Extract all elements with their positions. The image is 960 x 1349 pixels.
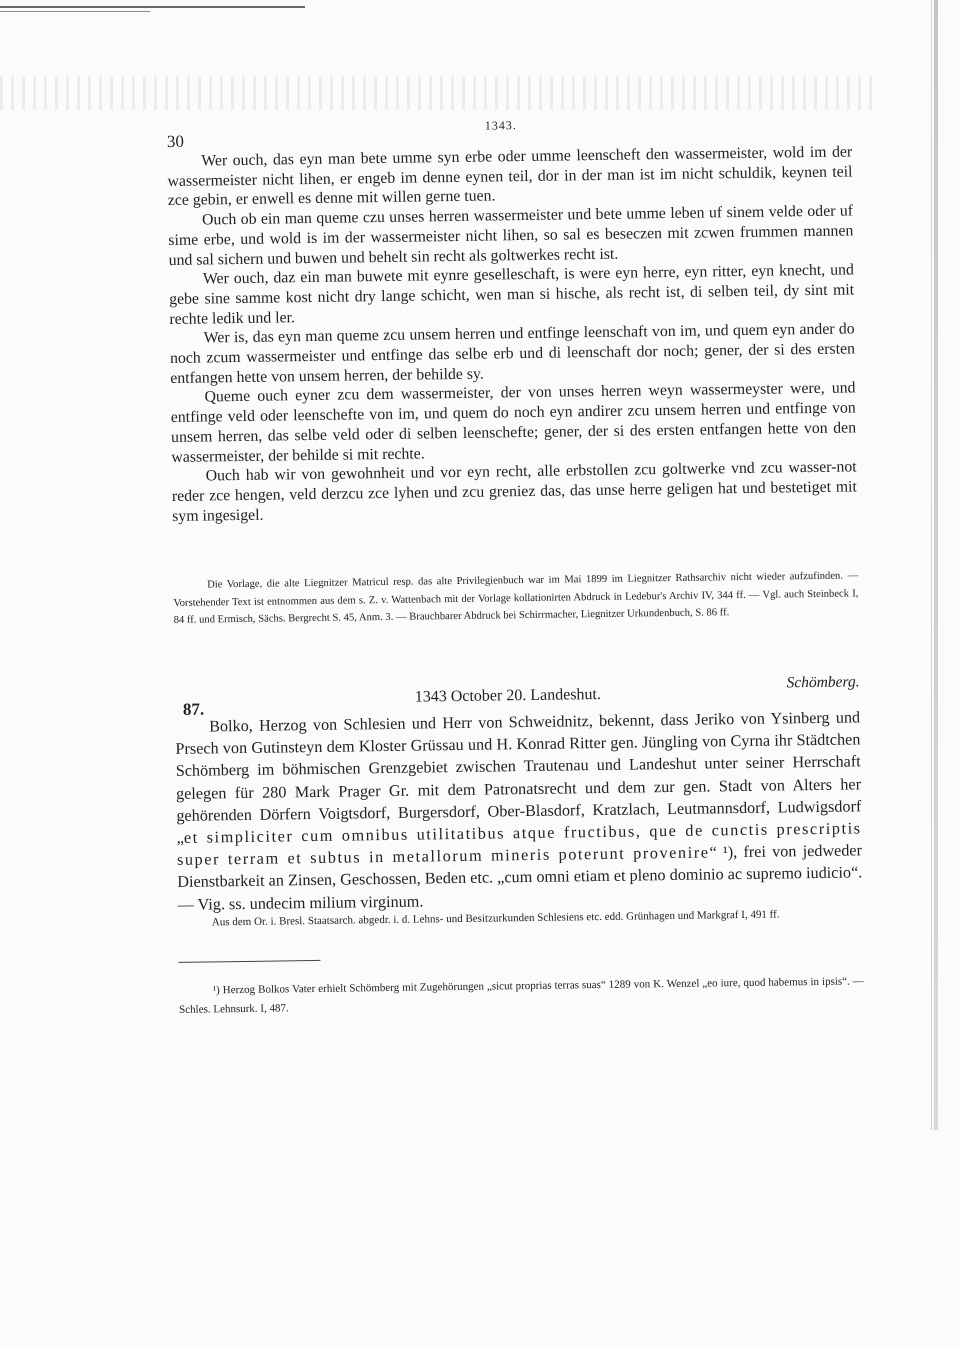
running-head: 1343. [484, 118, 517, 133]
paragraph: Ouch ob ein man queme czu unses herren wassermeister und bete umme leben uf sinem velde oder uf sime erbe, und wold is im der wassermeister nicht lihen, so sal es beseczen mit zcwen frummen mannen und sal sichern und buwen und behelt sin recht als goltwerkes recht ist. [168, 202, 854, 269]
scan-edge-shadow [934, 0, 938, 1130]
note: Die Vorlage, die alte Liegnitzer Matricul resp. das alte Privilegienbuch war im Mai 1899 im Liegnitzer Rathsarchiv nicht wieder aufzufinden. — Vorstehender Text ist entnommen aus dem s. Z. v. Wattenbach mit der Vorlage kollationirten Abdruck in Ledebur's Archiv IV, 344 ff. — Vgl. auch Steinbeck I, 84 ff. und Ermisch, Sächs. Bergrecht S. 45, Anm. 3. — Brauchbarer Abdruck bei Schirrmacher, Liegnitzer Urkundenbuch, S. 86 ff. [173, 570, 859, 627]
paragraph: Wer is, das eyn man queme zcu unsem herren und entfinge leenschaft von im, und quem eyn ander do noch zcum wassermeister und entfinge das selbe erb und di leenschaft dor noch; gener, der si des ersten entfangen hette von unsem herren, der behilde sy. [169, 320, 856, 387]
source-note: Aus dem Or. i. Bresl. Staatsarch. abgedr. i. d. Lehns- und Besitzurkunden Schlesiens etc. edd. Grünhagen und Markgraf I, 491 ff. [211, 908, 780, 929]
document-number: 87. [182, 699, 205, 719]
regest-text-a: Bolko, Herzog von Schlesien und Herr von Schweidnitz, bekennt, dass Jeriko von Ysinberg und Prsech von Gutinsteyn dem Kloster Grüssau und H. Konrad Ritter gen. Jüngling von Cyrna ihr Städtchen Schömberg im böhmischen Grenzgebiet zwischen Trautenau und Landeshut unter seiner Herrschaft gelegen für 280 Mark Prager Gr. mit dem Patronatsrecht und dem zur gen. Stadt von Alters her gehörenden Dörfern Voigtsdorf, Burgersdorf, Ober-Blasdorf, Kratzlach, Leutmannsdorf, Ludwigsdorf „ [175, 708, 862, 847]
paragraph: Wer ouch, das eyn man bete umme syn erbe oder umme leenscheft den wassermeister, wold im der wassermeister nicht lihen, er engeb im denne eynen teil, dor in der man ist im nicht schuldik, keynen teil zce gebin, er enwell es denne mit willen gerne tuen. [167, 143, 853, 210]
document-place: Schömberg. [786, 673, 860, 692]
scan-edge-line [931, 0, 932, 1130]
regest-paragraph [175, 706, 863, 915]
paragraph: Ouch hab wir von gewohnheit und vor eyn recht, alle erbstollen zcu goltwerke vnd zcu wasser-not reder zce hengen, veld derzcu zce lyhen und zcu greniez das, das unse herre geligen hat und bestetiget mit sym ingesigel. [171, 458, 857, 525]
footnotes [179, 972, 864, 1020]
regest-latin-quote: et simpliciter cum omnibus utilitatibus atque fructibus, que de cunctis prescriptis super terram et subtus in metallorum mineris poterunt provenire [176, 819, 862, 870]
top-rule-thin [0, 11, 150, 12]
document-86-notes [173, 567, 859, 629]
top-rule [0, 6, 305, 8]
document-86-text [167, 142, 857, 526]
scan-bleed-through [0, 76, 880, 110]
footnote-rule [178, 960, 320, 963]
regest-text-b: “ ¹), frei von jedweder Dienstbarkeit an Zinsen, Geschossen, Beden etc. „cum omni etiam et pleno dominio ac supremo iudicio“. — Vig. ss. undecim milium virginum. [177, 841, 863, 914]
paragraph: Queme ouch eyner zcu dem wassermeister, der von unses herren weyn wassermeyster were, und entfinge veld oder leenschefte von im, und quem do noch eyn andirer zcu unsem herren und entfinge von unsem herren, das selbe veld oder di selben leenschefte; gener, der si des ersten entfangen hette von den wassermeister, der behilde si mit rechte. [170, 379, 857, 466]
document-date: 1343 October 20. Landeshut. [414, 685, 602, 706]
footnote: ¹) Herzog Bolkos Vater erhielt Schömberg mit Zugehörungen „sicut proprias terras suas“ 1289 von K. Wenzel „eo iure, quod habemus in ipsis“. — Schles. Lehnsurk. I, 487. [179, 975, 864, 1016]
paragraph: Wer ouch, daz ein man buwete mit eynre geselleschaft, is were eyn herre, eyn ritter, eyn knecht, und gebe sine samme kost nicht dry lange schicht, wen man si hische, als recht ist, di selben teil, dy sint mit rechte ledik und ler. [169, 261, 855, 328]
page-number: 30 [166, 131, 185, 151]
document-87-regest [175, 706, 863, 915]
